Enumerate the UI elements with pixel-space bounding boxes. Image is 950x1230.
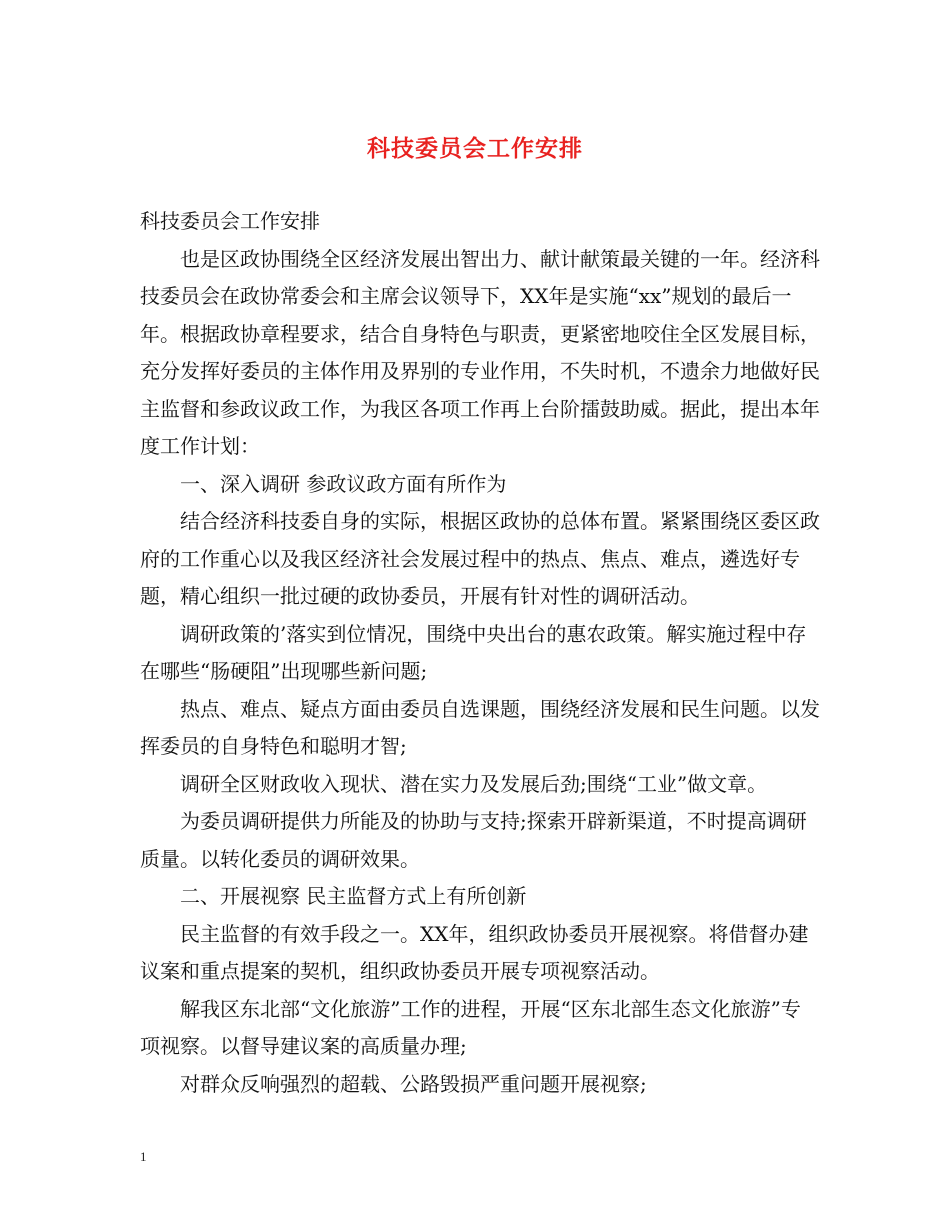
paragraph: 为委员调研提供力所能及的协助与支持;探索开辟新渠道，不时提高调研质量。以转化委员的调研效果。 (140, 809, 807, 871)
paragraph: 结合经济科技委自身的实际，根据区政协的总体布置。紧紧围绕区委区政府的工作重心以及我区经济社会发展过程中的热点、焦点、难点，遴选好专题，精心组织一批过硬的政协委员，开展有针对性的调研活动。 (140, 509, 820, 608)
section-heading-2: 二、开展视察 民主监督方式上有所创新 (180, 884, 527, 908)
section-heading-1: 一、深入调研 参政议政方面有所作为 (180, 471, 507, 496)
document-subtitle: 科技委员会工作安排 (140, 209, 320, 233)
document-body (140, 203, 820, 1103)
paragraph: 调研全区财政收入现状、潜在实力及发展后劲;围绕“工业”做文章。 (180, 771, 768, 796)
paragraph: 热点、难点、疑点方面由委员自选课题，围绕经济发展和民生问题。以发挥委员的自身特色和聪明才智; (140, 696, 820, 758)
paragraph: 民主监督的有效手段之一。XX年，组织政协委员开展视察。将借督办建议案和重点提案的契机，组织政协委员开展专项视察活动。 (140, 921, 809, 983)
paragraph: 对群众反响强烈的超载、公路毁损严重问题开展视察; (180, 1071, 647, 1096)
paragraph-intro: 也是区政协围绕全区经济发展出智出力、献计献策最关键的一年。经济科技委员会在政协常委会和主席会议领导下，XX年是实施“xx”规划的最后一年。根据政协章程要求，结合自身特色与职责，更紧密地咬住全区发展目标，充分发挥好委员的主体作用及界别的专业作用，不失时机，不遗余力地做好民主监督和参政议政工作，为我区各项工作再上台阶擂鼓助威。据此，提出本年度工作计划： (140, 246, 820, 458)
paragraph: 解我区东北部“文化旅游”工作的进程，开展“区东北部生态文化旅游”专项视察。以督导建议案的高质量办理; (140, 996, 801, 1058)
paragraph: 调研政策的’落实到位情况，围绕中央出台的惠农政策。解实施过程中存在哪些“肠硬阻”出现哪些新问题; (140, 621, 807, 683)
document-title: 科技委员会工作安排 (367, 135, 583, 162)
page-number: 1 (140, 1149, 147, 1164)
